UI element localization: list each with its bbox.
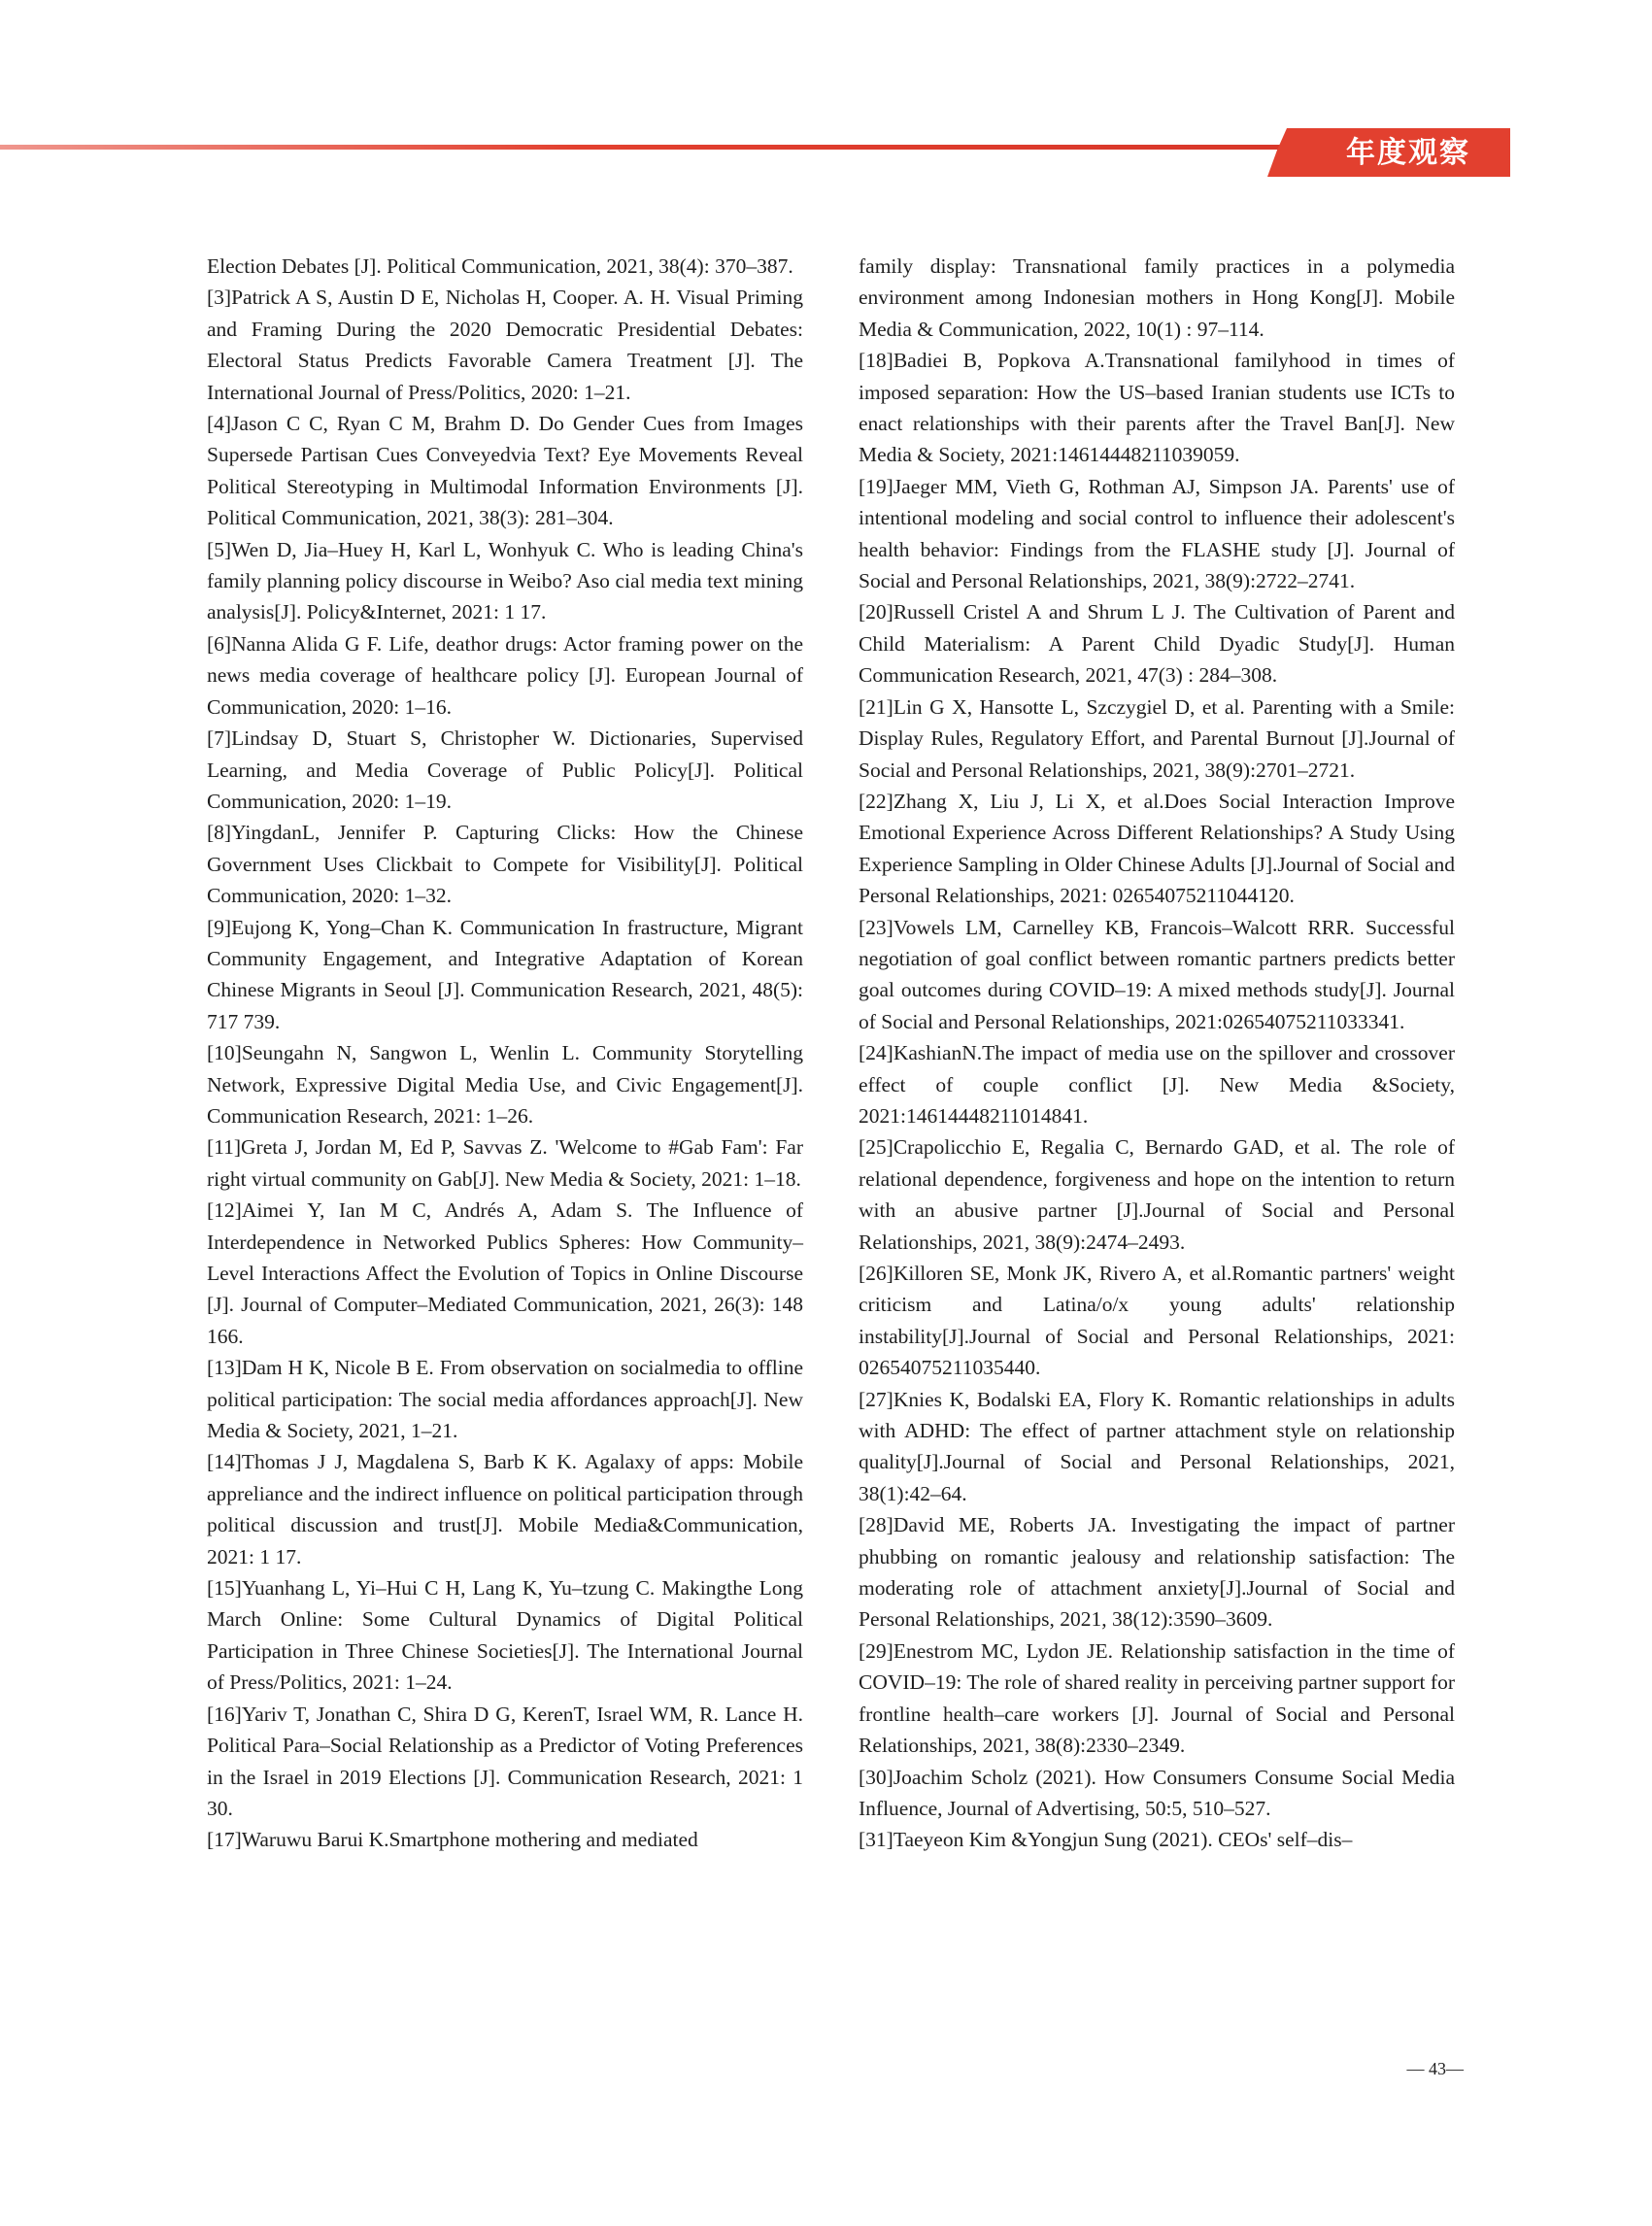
reference-entry: [10]Seungahn N, Sangwon L, Wenlin L. Community Storytelling Network, Expressive Digital Media Use, and Civic Engagement[J]. Communication Research, 2021: 1–26. bbox=[207, 1041, 803, 1128]
reference-entry: [17]Waruwu Barui K.Smartphone mothering and mediated bbox=[207, 1828, 698, 1852]
references-column-right bbox=[859, 251, 1455, 1856]
reference-entry: [11]Greta J, Jordan M, Ed P, Savvas Z. 'Welcome to #Gab Fam': Far right virtual community on Gab[J]. New Media & Society, 2021: 1–18. bbox=[207, 1135, 803, 1191]
reference-entry: [6]Nanna Alida G F. Life, deathor drugs: Actor framing power on the news media coverage of healthcare policy [J]. European Journal of Communication, 2020: 1–16. bbox=[207, 631, 803, 719]
references-column-left bbox=[207, 251, 803, 1856]
reference-entry: [3]Patrick A S, Austin D E, Nicholas H, Cooper. A. H. Visual Priming and Framing During the 2020 Democratic Presidential Debates: Electoral Status Predicts Favorable Camera Treatment [J]. The International Journal of Press/Politics, 2020: 1–21. bbox=[207, 286, 803, 404]
reference-entry: [24]KashianN.The impact of media use on the spillover and crossover effect of couple conflict [J]. New Media &Society, 2021:14614448211014841. bbox=[859, 1041, 1455, 1128]
reference-entry: Election Debates [J]. Political Communication, 2021, 38(4): 370–387. bbox=[207, 254, 793, 278]
reference-entry: family display: Transnational family practices in a polymedia environment among Indonesian mothers in Hong Kong[J]. Mobile Media & Communication, 2022, 10(1) : 97–114. bbox=[859, 254, 1455, 341]
reference-entry: [31]Taeyeon Kim &Yongjun Sung (2021). CEOs' self–dis– bbox=[859, 1828, 1353, 1852]
reference-entry: [16]Yariv T, Jonathan C, Shira D G, KerenT, Israel WM, R. Lance H. Political Para–Social Relationship as a Predictor of Voting Preferences in the Israel in 2019 Elections [J]. Communication Research, 2021: 1 30. bbox=[207, 1702, 803, 1820]
reference-entry: [4]Jason C C, Ryan C M, Brahm D. Do Gender Cues from Images Supersede Partisan Cues Conveyedvia Text? Eye Movements Reveal Political Stereotyping in Multimodal Information Environments [J]. Political Communication, 2021, 38(3): 281–304. bbox=[207, 412, 803, 530]
reference-entry: [18]Badiei B, Popkova A.Transnational familyhood in times of imposed separation: How the US–based Iranian students use ICTs to enact relationships with their parents after the Travel Ban[J]. New Media & Society, 2021:14614448211039059. bbox=[859, 349, 1455, 467]
section-title: 年度观察 bbox=[1346, 136, 1470, 170]
reference-entry: [12]Aimei Y, Ian M C, Andrés A, Adam S. The Influence of Interdependence in Networked Publics Spheres: How Community–Level Interactions Affect the Evolution of Topics in Online Discourse [J]. Journal of Computer–Mediated Communication, 2021, 26(3): 148 166. bbox=[207, 1198, 803, 1348]
reference-entry: [23]Vowels LM, Carnelley KB, Francois–Walcott RRR. Successful negotiation of goal conflict between romantic partners predicts better goal outcomes during COVID–19: A mixed methods study[J]. Journal of Social and Personal Relationships, 2021:02654075211033341. bbox=[859, 915, 1455, 1033]
reference-entry: [21]Lin G X, Hansotte L, Szczygiel D, et al. Parenting with a Smile: Display Rules, Regulatory Effort, and Parental Burnout [J].Journal of Social and Personal Relationships, 2021, 38(9):2701–2721. bbox=[859, 694, 1455, 782]
reference-entry: [19]Jaeger MM, Vieth G, Rothman AJ, Simpson JA. Parents' use of intentional modeling and social control to influence their adolescent's health behavior: Findings from the FLASHE study [J]. Journal of Social and Personal Relationships, 2021, 38(9):2722–2741. bbox=[859, 474, 1455, 593]
reference-entry: [8]YingdanL, Jennifer P. Capturing Clicks: How the Chinese Government Uses Clickbait to Compete for Visibility[J]. Political Communication, 2020: 1–32. bbox=[207, 821, 803, 908]
reference-entry: [30]Joachim Scholz (2021). How Consumers Consume Social Media Influence, Journal of Advertising, 50:5, 510–527. bbox=[859, 1765, 1455, 1820]
header-rule bbox=[0, 145, 1282, 150]
reference-entry: [27]Knies K, Bodalski EA, Flory K. Romantic relationships in adults with ADHD: The effect of partner attachment style on relationship quality[J].Journal of Social and Personal Relationships, 2021, 38(1):42–64. bbox=[859, 1387, 1455, 1505]
reference-entry: [25]Crapolicchio E, Regalia C, Bernardo GAD, et al. The role of relational dependence, forgiveness and hope on the intention to return with an abusive partner [J].Journal of Social and Personal Relationships, 2021, 38(9):2474–2493. bbox=[859, 1135, 1455, 1254]
reference-entry: [22]Zhang X, Liu J, Li X, et al.Does Social Interaction Improve Emotional Experience Across Different Relationships? A Study Using Experience Sampling in Older Chinese Adults [J].Journal of Social and Personal Relationships, 2021: 02654075211044120. bbox=[859, 789, 1455, 908]
page-number: — 43— bbox=[1406, 2059, 1464, 2078]
reference-entry: [20]Russell Cristel A and Shrum L J. The Cultivation of Parent and Child Materialism: A Parent Child Dyadic Study[J]. Human Communication Research, 2021, 47(3) : 284–308. bbox=[859, 600, 1455, 688]
reference-entry: [13]Dam H K, Nicole B E. From observation on socialmedia to offline political participation: The social media affordances approach[J]. New Media & Society, 2021, 1–21. bbox=[207, 1356, 803, 1443]
reference-entry: [7]Lindsay D, Stuart S, Christopher W. Dictionaries, Supervised Learning, and Media Coverage of Public Policy[J]. Political Communication, 2020: 1–19. bbox=[207, 726, 803, 813]
reference-entry: [9]Eujong K, Yong–Chan K. Communication In frastructure, Migrant Community Engagement, and Integrative Adaptation of Korean Chinese Migrants in Seoul [J]. Communication Research, 2021, 48(5): 717 739. bbox=[207, 915, 803, 1033]
reference-entry: [5]Wen D, Jia–Huey H, Karl L, Wonhyuk C. Who is leading China's family planning policy discourse in Weibo? Aso cial media text mining analysis[J]. Policy&Internet, 2021: 1 17. bbox=[207, 537, 803, 624]
reference-entry: [28]David ME, Roberts JA. Investigating the impact of partner phubbing on romantic jealousy and relationship satisfaction: The moderating role of attachment anxiety[J].Journal of Social and Personal Relationships, 2021, 38(12):3590–3609. bbox=[859, 1513, 1455, 1632]
reference-entry: [26]Killoren SE, Monk JK, Rivero A, et al.Romantic partners' weight criticism and Latina/o/x young adults' relationship instability[J].Journal of Social and Personal Relationships, 2021: 02654075211035440. bbox=[859, 1262, 1455, 1380]
reference-entry: [14]Thomas J J, Magdalena S, Barb K K. Agalaxy of apps: Mobile appreliance and the indirect influence on political participation through political discussion and trust[J]. Mobile Media&Communication, 2021: 1 17. bbox=[207, 1450, 803, 1568]
reference-entry: [15]Yuanhang L, Yi–Hui C H, Lang K, Yu–tzung C. Makingthe Long March Online: Some Cultural Dynamics of Digital Political Participation in Three Chinese Societies[J]. The International Journal of Press/Politics, 2021: 1–24. bbox=[207, 1576, 803, 1695]
reference-entry: [29]Enestrom MC, Lydon JE. Relationship satisfaction in the time of COVID–19: The role of shared reality in perceiving partner support for frontline health–care workers [J]. Journal of Social and Personal Relationships, 2021, 38(8):2330–2349. bbox=[859, 1638, 1455, 1758]
